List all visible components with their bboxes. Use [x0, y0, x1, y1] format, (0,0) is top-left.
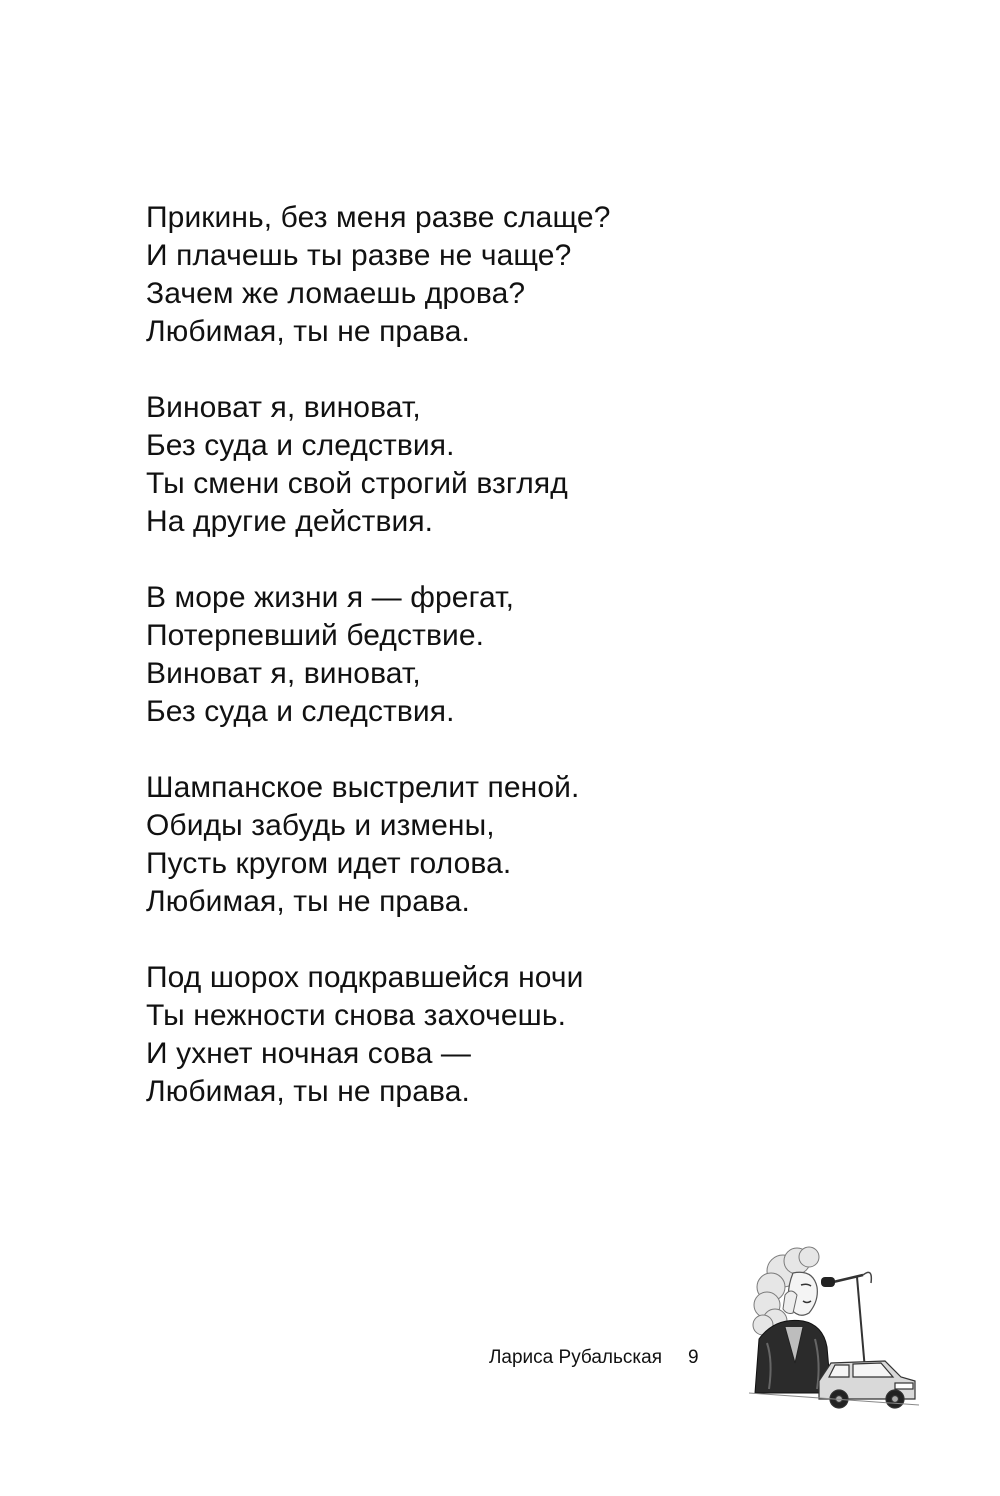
poem-line: В море жизни я — фрегат, — [146, 581, 515, 614]
stanza-5 — [146, 959, 846, 1111]
poem-line: Любимая, ты не права. — [146, 885, 470, 918]
poem-line: Пусть кругом идет голова. — [146, 847, 512, 880]
poem-line: Виноват я, виноват, — [146, 657, 421, 690]
poem-line: Под шорох подкравшейся ночи — [146, 961, 584, 994]
page-number: 9 — [688, 1347, 699, 1368]
poem-line: Без суда и следствия. — [146, 695, 455, 728]
stanza-2 — [146, 389, 846, 541]
poem-line: И плачешь ты разве не чаще? — [146, 239, 572, 272]
poem-line: Любимая, ты не права. — [146, 1075, 470, 1108]
poem-line: Прикинь, без меня разве слаще? — [146, 201, 611, 234]
poem-line: Ты смени свой строгий взгляд — [146, 467, 568, 500]
stanza-4 — [146, 769, 846, 921]
poem-line: Без суда и следствия. — [146, 429, 455, 462]
stanza-3 — [146, 579, 846, 731]
poem-line: И ухнет ночная сова — — [146, 1037, 472, 1070]
stanza-1 — [146, 199, 846, 351]
poem-line: Шампанское выстрелит пеной. — [146, 771, 580, 804]
poem-body — [146, 199, 846, 1149]
singer-with-microphone-and-car-illustration — [745, 1243, 920, 1413]
poem-line: На другие действия. — [146, 505, 434, 538]
author-name: Лариса Рубальская — [488, 1347, 662, 1368]
poem-line: Любимая, ты не права. — [146, 315, 470, 348]
poem-line: Потерпевший бедствие. — [146, 619, 485, 652]
poem-line: Зачем же ломаешь дрова? — [146, 277, 526, 310]
poem-line: Обиды забудь и измены, — [146, 809, 495, 842]
poem-line: Ты нежности снова захочешь. — [146, 999, 567, 1032]
poem-line: Виноват я, виноват, — [146, 391, 421, 424]
